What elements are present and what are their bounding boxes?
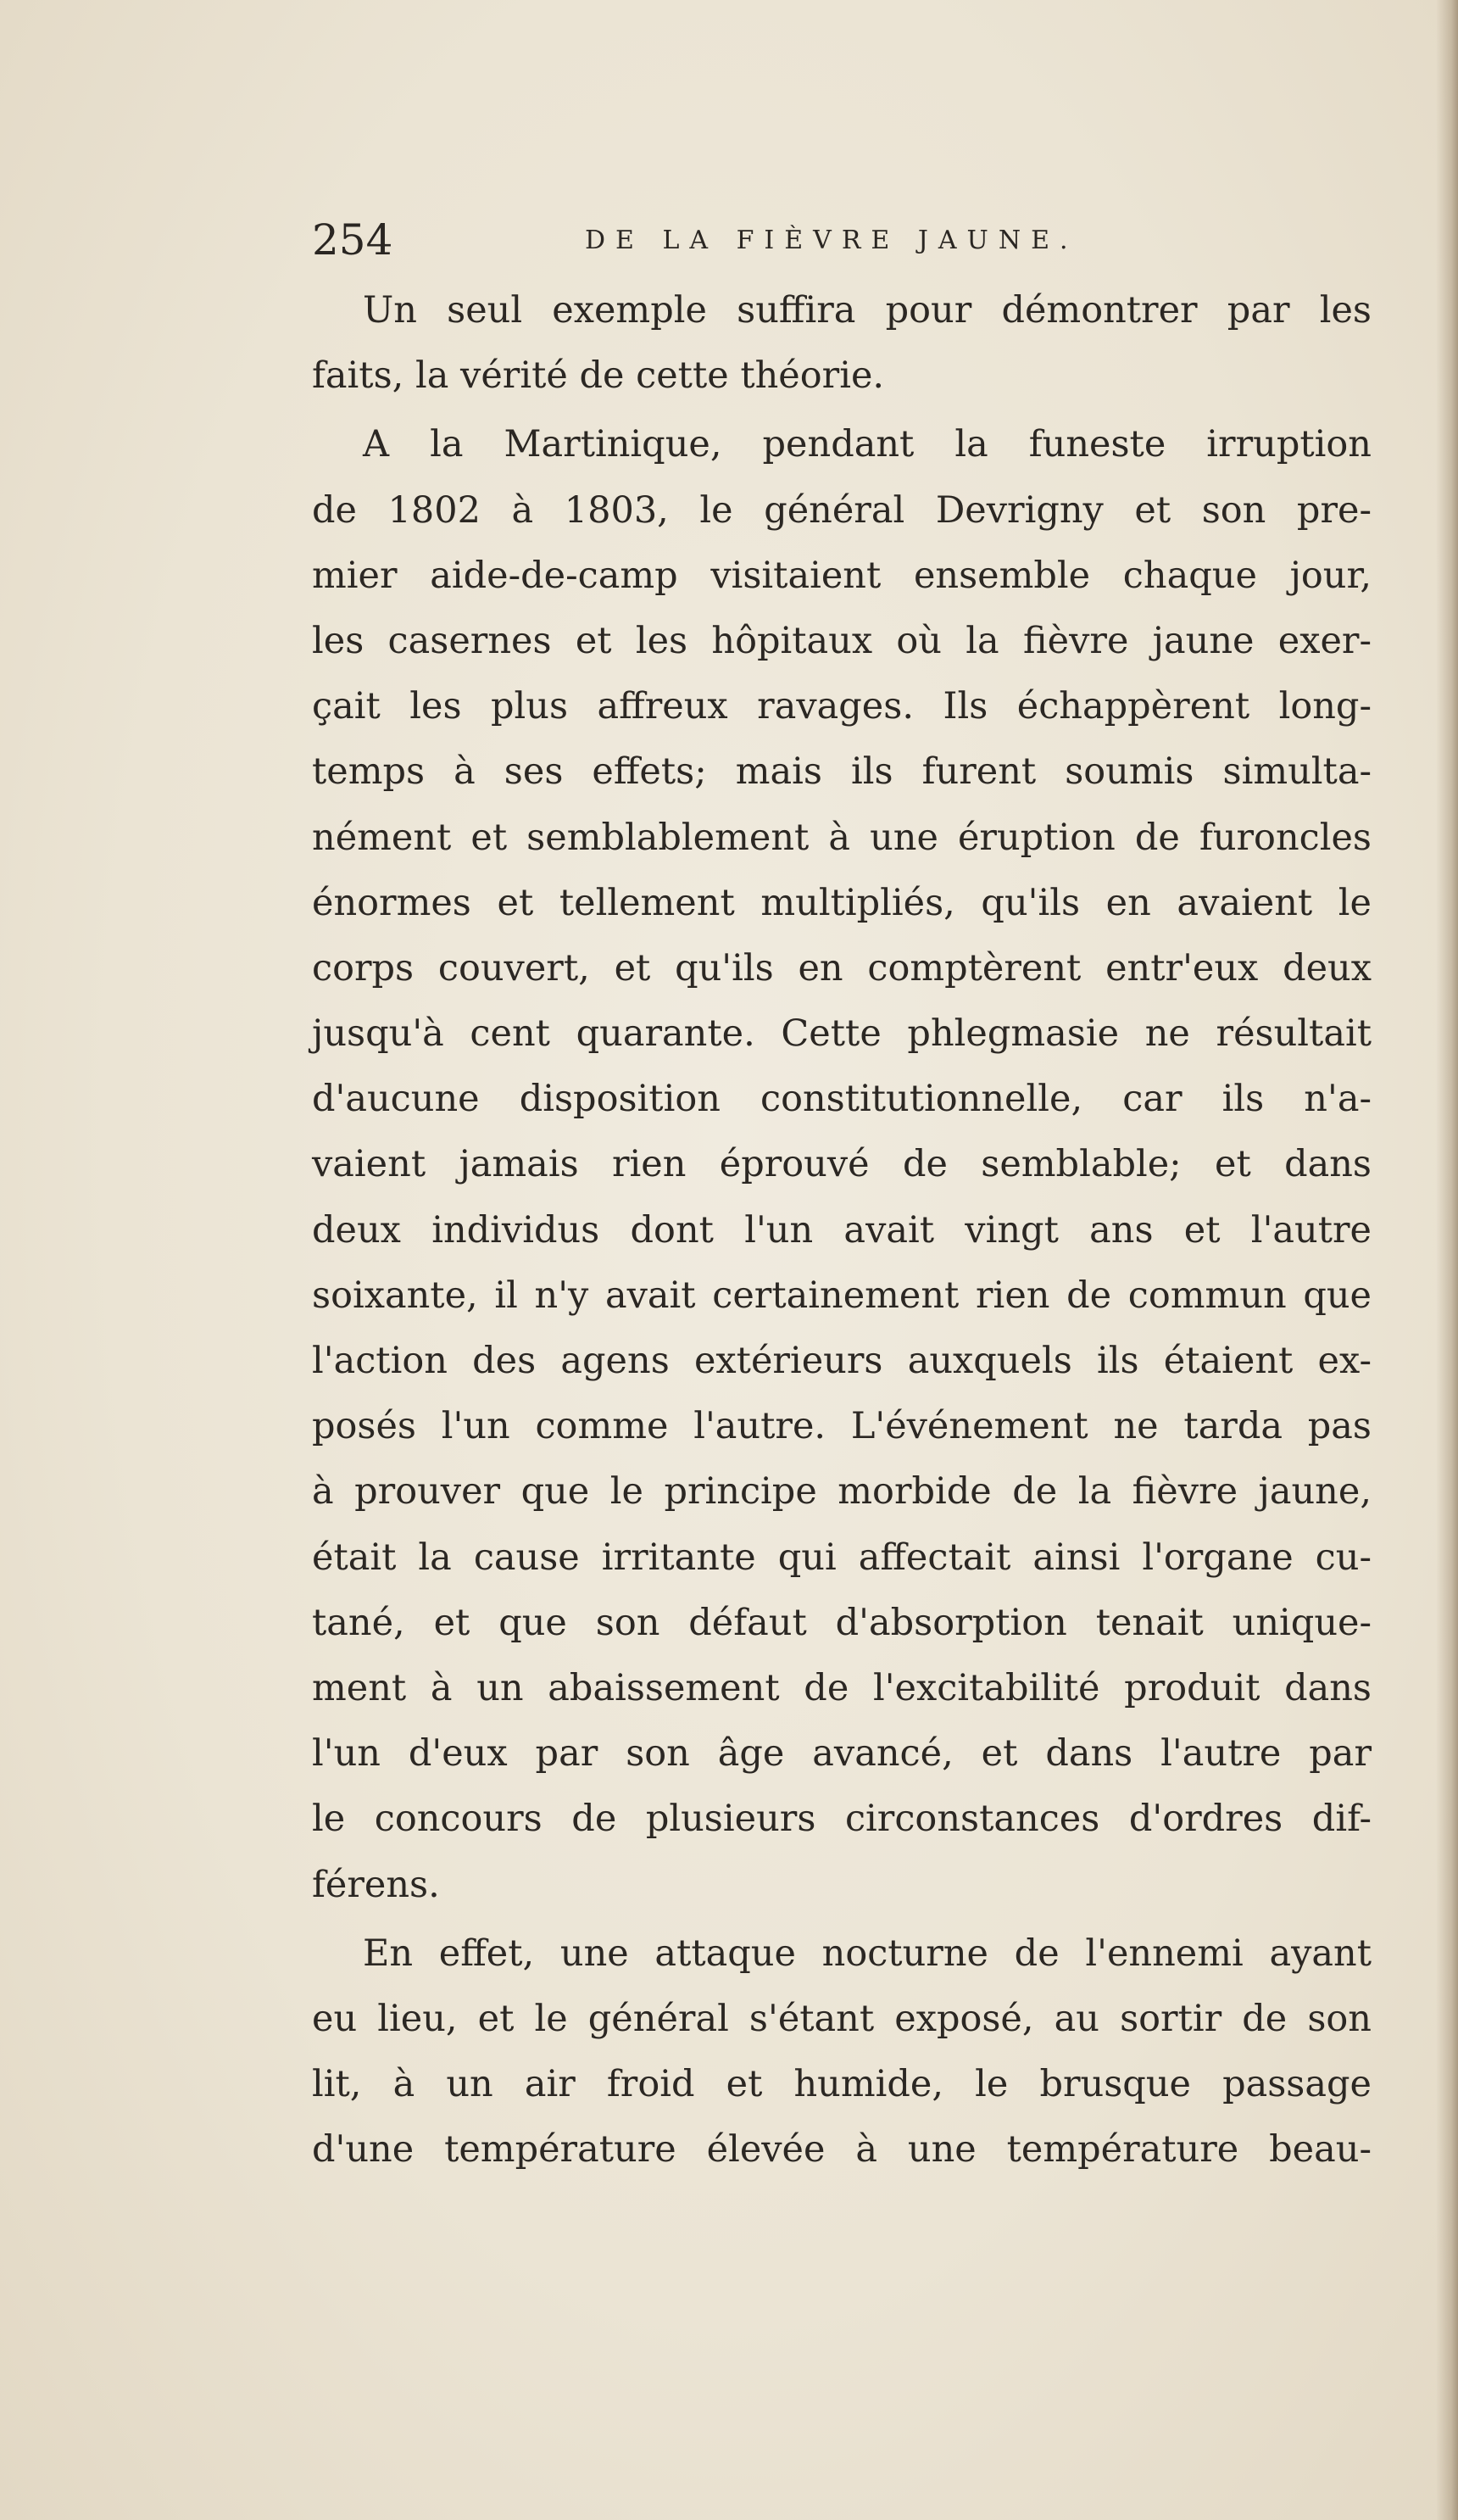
text-line: était la cause irritante qui affectait ainsi l'organe cu- [312,1536,1372,1579]
text-line: corps couvert, et qu'ils en comptèrent entr'eux deux [312,946,1372,990]
page-gutter-shadow [1436,0,1458,2520]
text-line: ment à un abaissement de l'excitabilité produit dans [312,1666,1372,1709]
text-line: férens. [312,1863,440,1906]
text-line: de 1802 à 1803, le général Devrigny et son pre- [312,488,1372,532]
text-line: mier aide-de-camp visitaient ensemble chaque jour, [312,554,1372,597]
page-number: 254 [312,215,393,265]
text-line: l'un d'eux par son âge avancé, et dans l'autre par [312,1732,1372,1776]
text-line: nément et semblablement à une éruption de furoncles [312,816,1372,859]
text-line: énormes et tellement multipliés, qu'ils en avaient le [312,881,1372,924]
text-line: d'une température élevée à une température beau- [312,2128,1372,2172]
text-line: le concours de plusieurs circonstances d'ordres dif- [312,1798,1372,1841]
text-line: deux individus dont l'un avait vingt ans et l'autre [312,1208,1372,1252]
paragraph-3 [312,1921,1372,2183]
text-line: posés l'un comme l'autre. L'événement ne tarda pas [312,1405,1372,1448]
text-line: faits, la vérité de cette théorie. [312,354,885,398]
text-line: temps à ses effets; mais ils furent soumis simulta- [312,750,1372,794]
text-line: A la Martinique, pendant la funeste irruption [363,423,1372,466]
text-line: l'action des agens extérieurs auxquels ils étaient ex- [312,1340,1372,1382]
text-line: à prouver que le principe morbide de la fièvre jaune, [312,1470,1372,1514]
text-line: vaient jamais rien éprouvé de semblable; et dans [312,1143,1372,1186]
text-line: soixante, il n'y avait certainement rien de commun que [312,1274,1372,1317]
paragraph-2 [312,412,1372,1917]
running-title: DE LA FIÈVRE JAUNE. [585,226,1078,255]
text-line: jusqu'à cent quarante. Cette phlegmasie ne résultait [312,1012,1372,1056]
text-line: les casernes et les hôpitaux où la fièvre jaune exer- [312,619,1372,662]
text-line: lit, à un air froid et humide, le brusque passage [312,2063,1372,2106]
text-line: En effet, une attaque nocturne de l'ennemi ayant [363,1932,1372,1975]
text-line: tané, et que son défaut d'absorption tenait unique- [312,1601,1372,1644]
body-text [312,278,1372,2183]
text-line: d'aucune disposition constitutionnelle, car ils n'a- [312,1078,1372,1121]
page-header [312,210,1194,270]
text-line: Un seul exemple suffira pour démontrer par les [363,289,1372,332]
paragraph-1 [312,278,1372,409]
text-line: çait les plus affreux ravages. Ils échappèrent long- [312,685,1372,728]
text-line: eu lieu, et le général s'étant exposé, au sortir de son [312,1997,1372,2040]
